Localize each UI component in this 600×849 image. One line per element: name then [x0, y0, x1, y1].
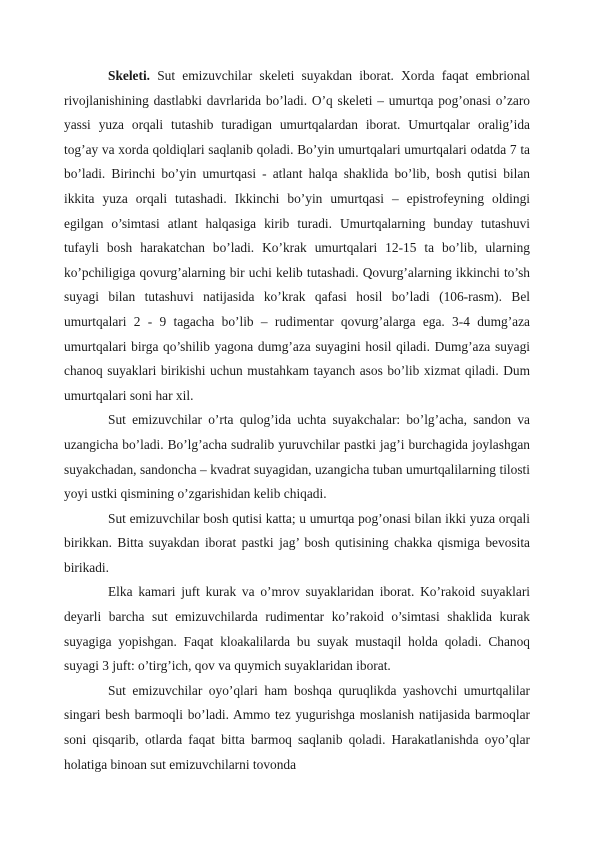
- paragraph-skeleti: [64, 64, 530, 408]
- paragraph-heading: Skeleti.: [108, 68, 151, 83]
- paragraph-middle-ear: Sut emizuvchilar o’rta qulog’ida uchta suyakchalar: bo’lg’acha, sandon va uzangicha bo’ladi. Bo’lg’acha sudralib yuruvchilar pastki jag’i burchagida joylashgan suyakchadan, sandoncha – kvadrat suyagidan, uzangicha tuban umurtqalilarning tilosti yoyi ustki qismining o’zgarishidan kelib chiqadi.: [64, 412, 530, 502]
- paragraph-limbs: Sut emizuvchilar oyo’qlari ham boshqa quruqlikda yashovchi umurtqalilar singari besh barmoqli bo’ladi. Ammo tez yugurishga moslanish natijasida barmoqlar soni qisqarib, otlarda faqat bitta barmoq saqlanib qoladi. Harakatlanishda oyo’qlar holatiga binoan sut emizuvchilarni tovonda: [64, 682, 530, 772]
- paragraph-skull: Sut emizuvchilar bosh qutisi katta; u umurtqa pog’onasi bilan ikki yuza orqali birikkan. Bitta suyakdan iborat pastki jag’ bosh qutisining chakka qismiga bevosita birikadi.: [64, 510, 530, 575]
- paragraph-shoulder-girdle: Elka kamari juft kurak va o’mrov suyaklaridan iborat. Ko’rakoid suyaklari deyarli barcha sut emizuvchilarda rudimentar ko’rakoid o’simtasi shaklida kurak suyagiga yopishgan. Faqat kloakalilarda bu suyak mustaqil holda qoladi. Chanoq suyagi 3 juft: o’tirg’ich, qov va quymich suyaklaridan iborat.: [64, 584, 530, 674]
- paragraph-text: Sut emizuvchilar skeleti suyakdan iborat. Xorda faqat embrional rivojlanishining dastlabki davrlarida bo’ladi. O’q skeleti – umurtqa pog’onasi o’zaro yassi yuza orqali tutashib turadigan umurtqalardan iborat. Umurtqalar oralig’ida tog’ay va xorda qoldiqlari saqlanib qoladi. Bo’yin umurtqalari umurtqalari odatda 7 ta bo’ladi. Birinchi bo’yin umurtqasi - atlant halqa shaklida bo’lib, bosh qutisi bilan ikkita yuza orqali tutashadi. Ikkinchi bo’yin umurtqasi – epistrofeyning oldingi egilgan o’simtasi atlant halqasiga kirib turadi. Umurtqalarning bunday tutashuvi tufayli bosh harakatchan bo’ladi. Ko’krak umurtqalari 12-15 ta bo’lib, ularning ko’pchiligiga qovurg’alarning bir uchi kelib tutashadi. Qovurg’alarning ikkinchi to’sh suyagi bilan tutashuvi natijasida ko’krak qafasi hosil bo’ladi (106-rasm). Bel umurtqalari 2 - 9 tagacha bo’lib – rudimentar qovurg’alarga ega. 3-4 dumg’aza umurtqalari birga qo’shilib yagona dumg’aza suyagini hosil qiladi. Dumg’aza suyagi chanoq suyaklari birikishi uchun mustahkam tayanch asos bo’lib xizmat qiladi. Dum umurtqalari soni har xil.: [64, 68, 530, 403]
- document-body: [64, 64, 530, 777]
